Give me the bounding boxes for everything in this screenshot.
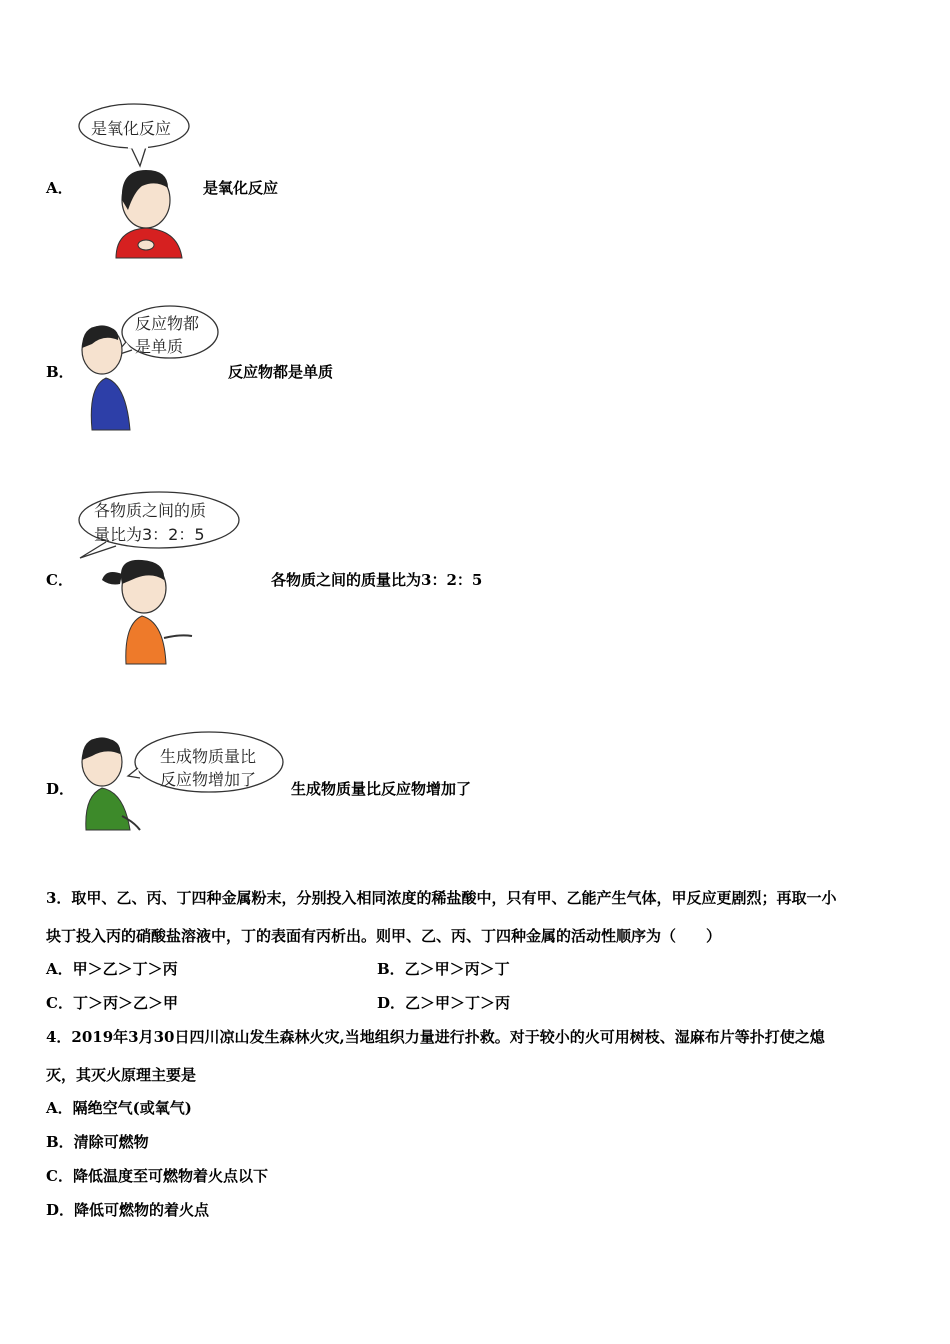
question-4-option-b: B．清除可燃物: [46, 1133, 149, 1151]
option-c-bubble-line-2: 量比为3：2：5: [94, 525, 205, 544]
question-3-option-c: C．丁＞丙＞乙＞甲: [46, 994, 178, 1012]
question-3-line-2: 块丁投入丙的硝酸盐溶液中，丁的表面有丙析出。则甲、乙、丙、丁四种金属的活动性顺序为（ ）: [46, 927, 722, 945]
question-3-option-b: B．乙＞甲＞丙＞丁: [377, 960, 510, 978]
option-c-label: C．: [46, 571, 73, 589]
question-4-option-a: A．隔绝空气(或氧气): [46, 1099, 192, 1117]
question-4-option-d: D．降低可燃物的着火点: [46, 1201, 210, 1219]
option-a-text: 是氧化反应: [203, 179, 279, 197]
question-4-option-c: C．降低温度至可燃物着火点以下: [46, 1167, 268, 1185]
option-b-bubble-line-1: 反应物都: [135, 314, 200, 333]
option-d-bubble-line-2: 反应物增加了: [160, 770, 257, 789]
question-4-line-1: 4．2019年3月30日四川凉山发生森林火灾,当地组织力量进行扑救。对于较小的火可用树枝、湿麻布片等扑打使之熄: [46, 1028, 825, 1046]
option-d-label: D．: [46, 780, 75, 798]
option-d-text: 生成物质量比反应物增加了: [291, 780, 472, 798]
question-4-line-2: 灭，其灭火原理主要是: [46, 1066, 197, 1084]
question-3-line-1: 3．取甲、乙、丙、丁四种金属粉末，分别投入相同浓度的稀盐酸中，只有甲、乙能产生气体，甲反应更剧烈；再取一小: [46, 889, 837, 907]
option-a-bubble-line-1: 是氧化反应: [91, 119, 172, 138]
option-d-bubble-line-1: 生成物质量比: [160, 747, 257, 766]
option-c-text: 各物质之间的质量比为3：2：5: [271, 571, 483, 589]
question-3-option-a: A．甲＞乙＞丁＞丙: [46, 960, 178, 978]
option-b-label: B．: [46, 363, 74, 381]
option-c-bubble-line-1: 各物质之间的质: [94, 501, 207, 520]
option-a-label: A．: [46, 179, 73, 197]
option-b-text: 反应物都是单质: [228, 363, 334, 381]
question-3-option-d: D．乙＞甲＞丁＞丙: [377, 994, 511, 1012]
option-b-bubble-line-2: 是单质: [135, 337, 184, 356]
